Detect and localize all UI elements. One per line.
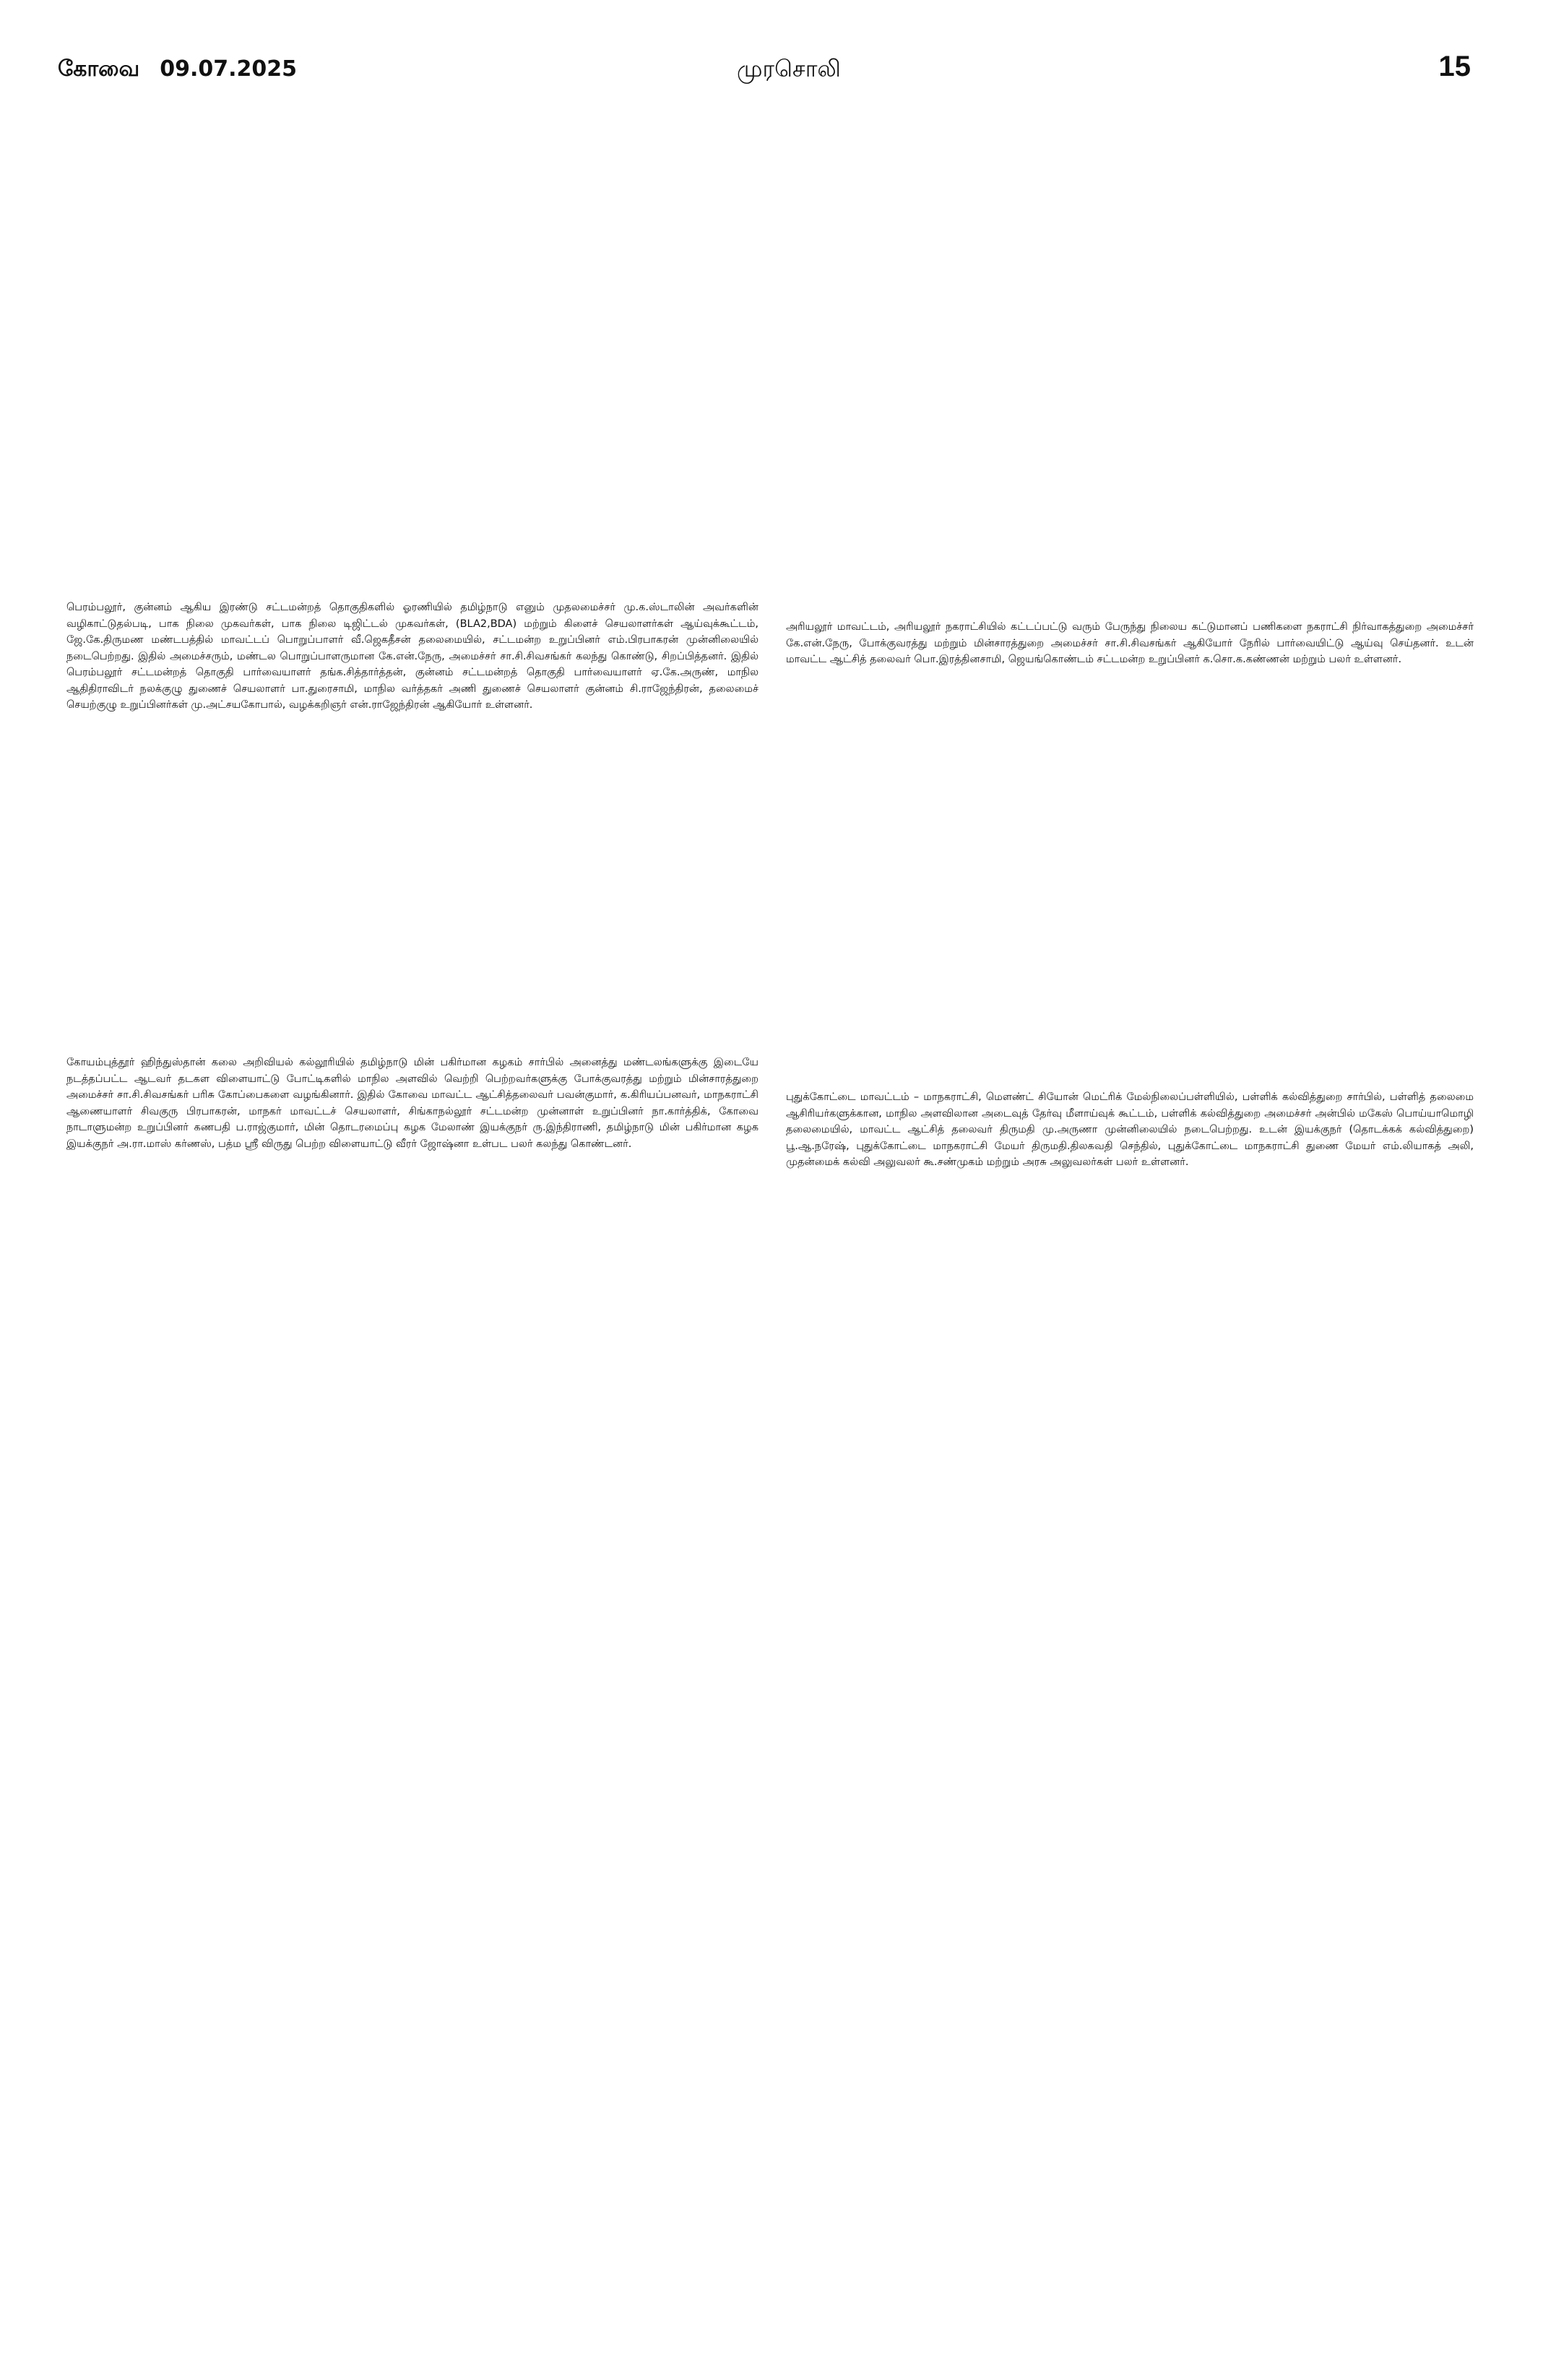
page-number: 15: [1438, 51, 1471, 82]
masthead: [0, 0, 1543, 101]
issue-date: 09.07.2025: [160, 56, 298, 82]
photo-caption-coimbatore: கோயம்புத்தூர் ஹிந்துஸ்தான் கலை அறிவியல் கல்லூரியில் தமிழ்நாடு மின் பகிர்மான கழகம் சார்பில் அனைத்து மண்டலங்களுக்கு இடையே நடத்தப்பட்ட ஆடவர் தடகள விளையாட்டு போட்டிகளில் மாநில அளவில் வெற்றி பெற்றவர்களுக்கு போக்குவரத்து மற்றும் மின்சாரத்துறை அமைச்சர் சா.சி.சிவசங்கர் பரிசு கோப்பைகளை வழங்கினார். இதில் கோவை மாவட்ட ஆட்சித்தலைவர் பவன்குமார், க.கிரியப்பனவர், மாநகராட்சி ஆணையாளர் சிவகுரு பிரபாகரன், மாநகர் மாவட்டச் செயலாளர், சிங்காநல்லூர் சட்டமன்ற முன்னாள் உறுப்பினர் நா.கார்த்திக், கோவை நாடாளுமன்ற உறுப்பினர் கணபதி ப.ராஜ்குமார், மின் தொடரமைப்பு கழக மேலாண் இயக்குநர் ரு.இந்திராணி, தமிழ்நாடு மின் பகிர்மான கழக இயக்குநர் அ.ரா.மாஸ் கர்ணஸ், பத்ம ஸ்ரீ விருது பெற்ற விளையாட்டு வீரர் ஜோஷ்னா உள்பட பலர் கலந்து கொண்டனர்.: [66, 1057, 758, 1150]
photo-caption-pudukkottai: புதுக்கோட்டை மாவட்டம் – மாநகராட்சி, மௌண்ட் சியோன் மெட்ரிக் மேல்நிலைப்பள்ளியில், பள்ளிக் கல்வித்துறை சார்பில், பள்ளித் தலைமை ஆசிரியர்களுக்கான, மாநில அளவிலான அடைவுத் தேர்வு மீளாய்வுக் கூட்டம், பள்ளிக் கல்வித்துறை அமைச்சர் அன்பில் மகேஸ் பொய்யாமொழி தலைமையில், மாவட்ட ஆட்சித் தலைவர் திருமதி மு.அருணா முன்னிலையில் நடைபெற்றது. உடன் இயக்குநர் (தொடக்கக் கல்வித்துறை) பூ.ஆ.நரேஷ், புதுக்கோட்டை மாநகராட்சி மேயர் திருமதி.திலகவதி செந்தில், புதுக்கோட்டை மாநகராட்சி துணை மேயர் எம்.லியாகத் அலி, முதன்மைக் கல்வி அலுவலர் கூ.சண்முகம் மற்றும் அரசு அலுவலர்கள் பலர் உள்ளனர்.: [786, 1091, 1474, 1168]
edition-and-date: [58, 56, 297, 85]
edition-name: கோவை: [58, 56, 140, 82]
photo-caption-ariyalur: அரியலூர் மாவட்டம், அரியலூர் நகராட்சியில் கட்டப்பட்டு வரும் பேருந்து நிலைய கட்டுமானப் பணிகளை நகராட்சி நிர்வாகத்துறை அமைச்சர் கே.என்.நேரு, போக்குவரத்து மற்றும் மின்சாரத்துறை அமைச்சர் சா.சி.சிவசங்கர் ஆகியோர் நேரில் பார்வையிட்டு ஆய்வு செய்தனர். உடன் மாவட்ட ஆட்சித் தலைவர் பொ.இரத்தினசாமி, ஜெயங்கொண்டம் சட்டமன்ற உறுப்பினர் க.சொ.க.கண்ணன் மற்றும் பலர் உள்ளனர்.: [786, 621, 1474, 665]
newspaper-title: முரசொலி: [737, 55, 841, 82]
photo-caption-perambalur: பெரம்பலூர், குன்னம் ஆகிய இரண்டு சட்டமன்றத் தொகுதிகளில் ஓரணியில் தமிழ்நாடு எனும் முதலமைச்சர் மு.க.ஸ்டாலின் அவர்களின் வழிகாட்டுதல்படி, பாக நிலை முகவர்கள், பாக நிலை டிஜிட்டல் முகவர்கள், (BLA2,BDA) மற்றும் கிளைச் செயலாளர்கள் ஆய்வுக்கூட்டம், ஜே.கே.திருமண மண்டபத்தில் மாவட்டப் பொறுப்பாளர் வீ.ஜெகதீசன் தலைமையில், சட்டமன்ற உறுப்பினர் எம்.பிரபாகரன் முன்னிலையில் நடைபெற்றது. இதில் அமைச்சரும், மண்டல பொறுப்பாளருமான கே.என்.நேரு, அமைச்சர் சா.சி.சிவசங்கர் கலந்து கொண்டு, சிறப்பித்தனர். இதில் பெரம்பலூர் சட்டமன்றத் தொகுதி பார்வையாளர் தங்க.சித்தார்த்தன், குன்னம் சட்டமன்றத் தொகுதி பார்வையாளர் ஏ.கே.அருண், மாநில ஆதிதிராவிடர் நலக்குழு துணைச் செயலாளர் பா.துரைசாமி, மாநில வர்த்தகர் அணி துணைச் செயலாளர் குன்னம் சி.ராஜேந்திரன், தலைமைச் செயற்குழு உறுப்பினர்கள் மு.அட்சயகோபால், வழக்கறிஞர் என்.ராஜேந்திரன் ஆகியோர் உள்ளனர்.: [66, 602, 758, 711]
